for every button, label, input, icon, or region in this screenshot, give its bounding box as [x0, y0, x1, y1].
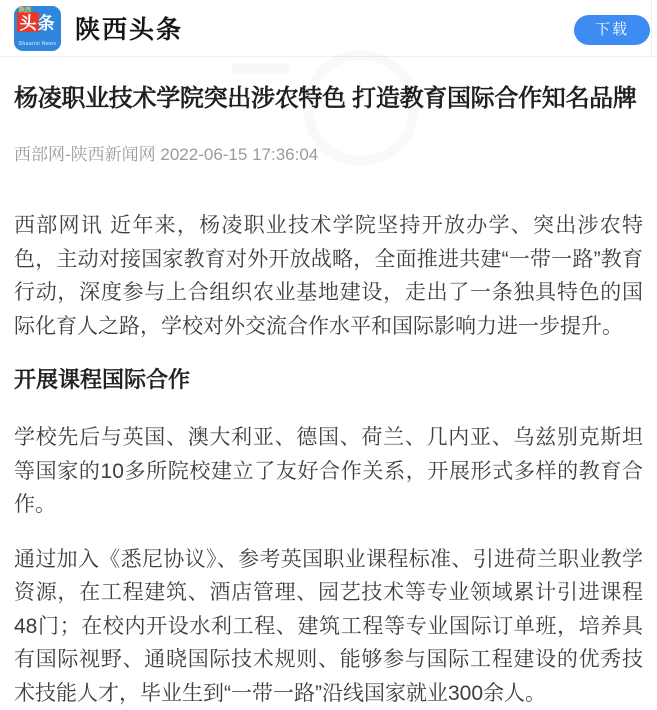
app-header — [0, 0, 657, 57]
article-paragraph-3: 通过加入《悉尼协议》、参考英国职业课程标准、引进荷兰职业教学资源，在工程建筑、酒店管理、园艺技术等专业领域累计引进课程48门；在校内开设水利工程、建筑工程等专业国际订单班，培养具有国际视野、通晓国际技术规则、能够参与国际工程建设的优秀技术技能人才，毕业生到“一带一路”沿线国家就业300余人。 — [14, 543, 643, 710]
article-paragraph-1: 西部网讯 近年来，杨凌职业技术学院坚持开放办学、突出涉农特色，主动对接国家教育对外开放战略，全面推进共建“一带一路”教育行动，深度参与上合组织农业基地建设，走出了一条独具特色的国际化育人之路，学校对外交流合作水平和国际影响力进一步提升。 — [14, 209, 643, 343]
watermark-text-blob — [232, 64, 290, 74]
brand-title: 陕西头条 — [75, 10, 183, 46]
section-heading-course-cooperation: 开展课程国际合作 — [14, 365, 643, 395]
article-paragraph-2: 学校先后与英国、澳大利亚、德国、荷兰、几内亚、乌兹别克斯坦等国家的10多所院校建立了友好合作关系，开展形式多样的教育合作。 — [14, 421, 643, 522]
article-source-date: 西部网-陕西新闻网 2022-06-15 17:36:04 — [14, 143, 643, 167]
shaanxi-toutiao-logo-icon[interactable] — [14, 6, 61, 51]
logo-main-label: 头条 — [14, 14, 61, 34]
article-body — [0, 81, 657, 710]
header-right-edge-divider — [651, 0, 652, 57]
article-title: 杨凌职业技术学院突出涉农特色 打造教育国际合作知名品牌 — [14, 81, 643, 117]
logo-sub-label: Shaanxi News — [14, 41, 61, 47]
download-button[interactable]: 下载 — [574, 15, 650, 45]
logo-corner-label: 陕西 — [19, 8, 31, 15]
